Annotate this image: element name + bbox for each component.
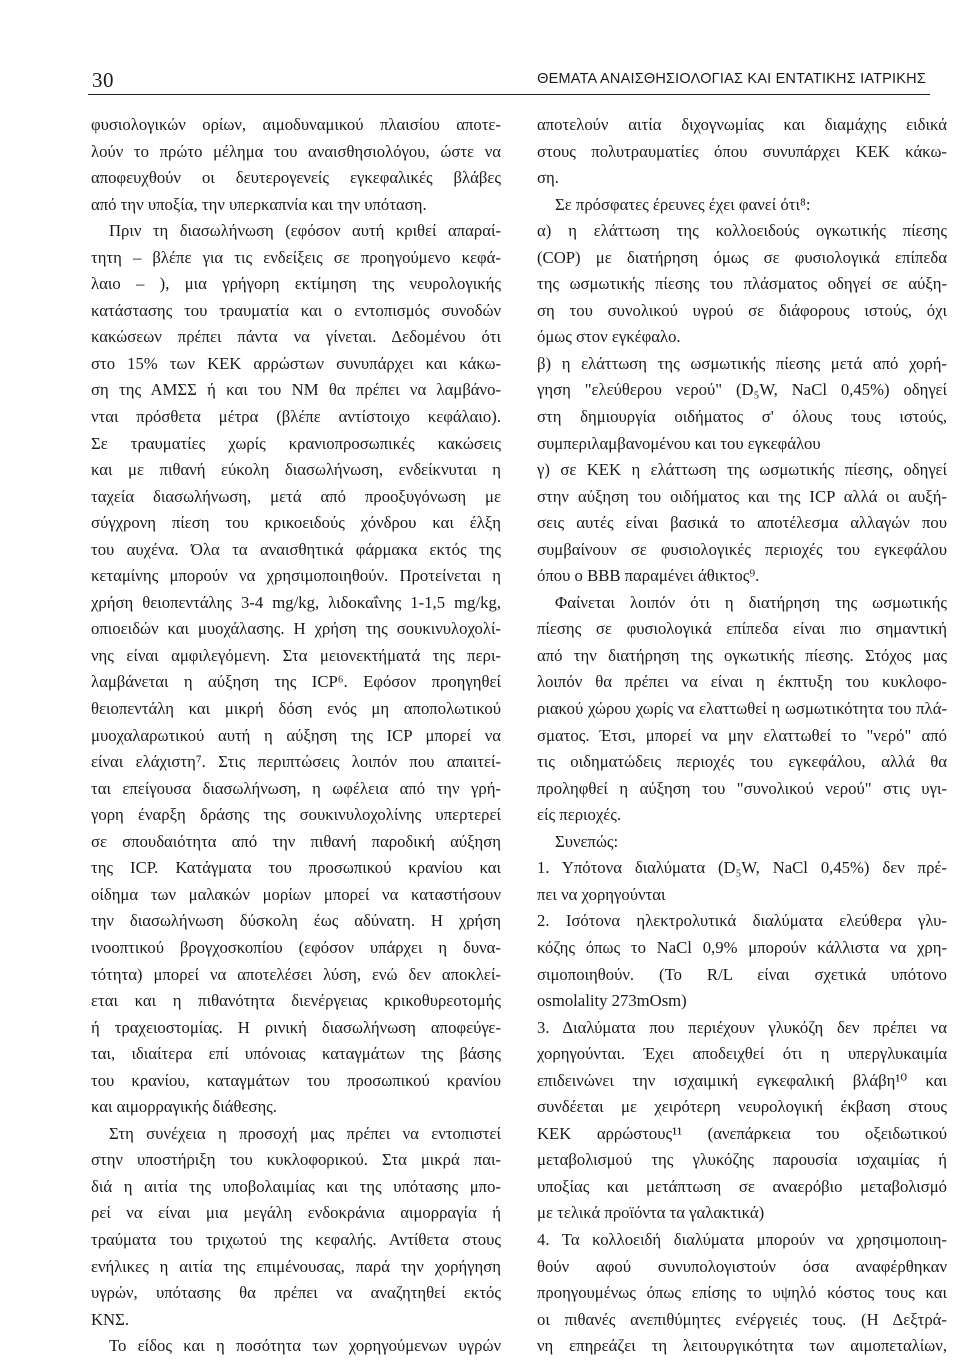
text-line: λούν το πρώτο μέλημα του αναισθησιολόγου, ώστε να xyxy=(91,141,501,161)
text-line: ενήλικες η αιτία της επιμένουσας, παρά την χορήγηση xyxy=(91,1256,501,1276)
text-line: ρεί να είναι μια μεγάλη ενδοκράνια αιμορραγία ή xyxy=(91,1203,501,1223)
text-line: ται, ιδιαίτερα επί υπόνοιας καταγμάτων της βάσης xyxy=(91,1044,501,1064)
text-line: όπου ο BBB παραμένει άθικτος⁹. xyxy=(537,566,760,586)
text-line: κατάστασης του τραυματία και ο εντοπισμός συνοδών xyxy=(91,300,501,320)
text-line: τητη – βλέπε για τις ενδείξεις σε προηγούμενο κεφά- xyxy=(91,247,501,267)
text-line: γορη έναρξη δράσης της σουκινυλοχολίνης υπερτερεί xyxy=(91,805,501,825)
text-line: του κρανίου, καταγμάτων του προσωπικού κρανίου xyxy=(91,1070,501,1090)
text-line: της ωσμωτικής πίεσης του πλάσματος οδηγεί σε αύξη- xyxy=(537,274,947,294)
text-line: με τελικά προϊόντα τα γαλακτικά) xyxy=(537,1203,765,1223)
text-line: και αιμορραγικής διάθεσης. xyxy=(91,1097,277,1117)
text-line: 3. Διαλύματα που περιέχουν γλυκόζη δεν πρέπει να xyxy=(537,1017,947,1037)
text-line: χορηγούνται. Έχει αποδειχθεί ότι η υπεργλυκαιμία xyxy=(537,1044,947,1064)
text-line: στην αύξηση του οιδήματος και της ICP αλλά οι αυξή- xyxy=(537,486,947,506)
text-line: ταχεία διασωλήνωση, μετά από προοξυγόνωση με xyxy=(91,486,501,506)
text-line: εται και η πιθανότητα διενέργειας κρικοθυρεοτομής xyxy=(91,991,501,1011)
text-line: λαιο – ), μια γρήγορη εκτίμηση της νευρολογικής xyxy=(91,274,501,294)
text-line: είς περιοχές. xyxy=(537,805,622,825)
text-line: συμβαίνουν σε φυσιολογικές περιοχές του εγκεφάλου xyxy=(537,539,947,559)
text-line: οπιοειδών και μυοχάλασης. Η χρήση της σουκινυλοχολί- xyxy=(91,619,501,639)
text-line: μυοχαλαρωτικού αυτή η αύξηση της ICP μπορεί να xyxy=(91,725,501,745)
text-line: (COP) με διατήρηση όμως σε φυσιολογικά επίπεδα xyxy=(537,247,947,267)
text-line: γ) σε ΚΕΚ η ελάττωση της ωσμωτικής πίεσης, οδηγεί xyxy=(537,460,947,480)
header-rule xyxy=(88,94,930,95)
text-line: πίεσης σε φυσιολογικά επίπεδα είναι πιο σημαντική xyxy=(537,619,947,639)
text-line: Φαίνεται λοιπόν ότι η διατήρηση της ωσμωτικής xyxy=(555,592,947,612)
text-line: ριακού χώρου χωρίς να ελαττωθεί η ωσμωτικότητα του πλά- xyxy=(537,699,947,719)
text-line: 1. Υπότονα διαλύματα (D₅W, NaCl 0,45%) δεν πρέ- xyxy=(537,858,947,878)
text-line: στο 15% των ΚΕΚ αρρώστων συνυπάρχει και κάκω- xyxy=(91,353,501,373)
text-line: ΚΝΣ. xyxy=(91,1309,129,1329)
text-line: στην υποστήριξη του κυκλοφορικού. Στα μικρά παι- xyxy=(91,1150,501,1170)
text-line: ΚΕΚ αρρώστους¹¹ (ανεπάρκεια του οξειδωτικού xyxy=(537,1123,947,1143)
text-line: Το είδος και η ποσότητα των χορηγούμενων υγρών xyxy=(109,1336,501,1356)
text-line: υγρών, υπότασης θα πρέπει να αναζητηθεί εκτός xyxy=(91,1283,501,1303)
text-line: Συνεπώς: xyxy=(555,831,619,851)
text-line: α) η ελάττωση της κολλοειδούς ογκωτικής πίεσης xyxy=(537,221,947,241)
text-line: νη επηρεάζει τη λειτουργικότητα των αιμοπεταλίων, xyxy=(537,1336,947,1356)
text-line: τότητα) μπορεί να αποτελέσει λύση, ενώ δεν αποκλεί- xyxy=(91,964,501,984)
text-line: την διασωλήνωση δύσκολη έως αδύνατη. Η χρήση xyxy=(91,911,501,931)
text-line: του αυχένα. Όλα τα αναισθητικά φάρμακα εκτός της xyxy=(91,539,501,559)
text-line: ινοοπτικού βρογχοσκοπίου (εφόσον υπάρχει η δυνα- xyxy=(91,937,501,957)
text-line: Στη συνέχεια η προσοχή μας πρέπει να εντοπιστεί xyxy=(109,1123,501,1143)
text-line: θειοπεντάλη και μικρή δόση ενός μη αποπολωτικού xyxy=(91,699,501,719)
text-line: όμως στον εγκέφαλο. xyxy=(537,327,681,347)
text-line: 4. Τα κολλοειδή διαλύματα μπορούν να χρησιμοποιη- xyxy=(537,1229,947,1249)
page-number: 30 xyxy=(92,68,114,92)
text-line: διά η αιτία της υποβολαιμίας και της υπότασης μπο- xyxy=(91,1176,501,1196)
running-title: ΘΕΜΑΤΑ ΑΝΑΙΣΘΗΣΙΟΛΟΓΙΑΣ ΚΑΙ ΕΝΤΑΤΙΚΗΣ ΙΑΤΡΙΚΗΣ xyxy=(537,71,926,87)
text-line: σιμοποιηθούν. (Το R/L είναι σχετικά υπότονο xyxy=(537,964,947,984)
text-line: κόζης όπως το NaCl 0,9% μπορούν κάλλιστα να χρη- xyxy=(537,937,947,957)
left-text-column xyxy=(91,112,501,1360)
text-line: ση. xyxy=(537,168,559,188)
text-line: 2. Ισότονα ηλεκτρολυτικά διαλύματα ελεύθερα γλυ- xyxy=(537,911,947,931)
text-line: λαμβάνεται η αύξηση της ICP⁶. Εφόσον προηγηθεί xyxy=(91,672,501,692)
text-line: σεις αυτές είναι βασικά το αποτέλεσμα αλλαγών που xyxy=(537,513,947,533)
text-line: από την υποξία, την υπερκαπνία και την υπόταση. xyxy=(91,194,427,214)
text-line: είναι ελάχιστη⁷. Στις περιπτώσεις λοιπόν που απαιτεί- xyxy=(91,752,501,772)
text-line: επιδεινώνει την ισχαιμική εγκεφαλική βλάβη¹⁰ και xyxy=(537,1070,947,1090)
text-line: και με πιθανή εύκολη διασωλήνωση, ενδείκνυται η xyxy=(91,460,501,480)
text-line: προληφθεί η αύξηση του "συνολικού νερού" στις υγι- xyxy=(537,778,947,798)
text-line: λοιπόν θα πρέπει να είναι η έκπτυξη του κυκλοφο- xyxy=(537,672,947,692)
text-line: ται επείγουσα διασωλήνωση, η ωφέλεια από την γρή- xyxy=(91,778,501,798)
text-line: θούν αφού συνυπολογιστούν όσα αναφέρθηκαν xyxy=(537,1256,947,1276)
text-line: β) η ελάττωση της ωσμωτικής πίεσης μετά από χορή- xyxy=(537,353,947,373)
right-text-column xyxy=(537,112,947,1360)
text-line: Σε πρόσφατες έρευνες έχει φανεί ότι⁸: xyxy=(555,194,811,214)
text-line: της ICP. Κατάγματα του προσωπικού κρανίου και xyxy=(91,858,501,878)
text-line: πει να χορηγούνται xyxy=(537,884,666,904)
text-line: μεταβολισμού της γλυκόζης παρουσία ισχαιμίας ή xyxy=(537,1150,947,1170)
text-line: τραύματα του τριχωτού της κεφαλής. Αντίθετα στους xyxy=(91,1229,501,1249)
text-line: στη δημιουργία οιδήματος σ' όλους τους ιστούς, xyxy=(537,407,947,427)
text-line: αποτελούν αιτία διχογνωμίας και διαμάχης ειδικά xyxy=(537,115,947,134)
text-line: χρήση θειοπεντάλης 3-4 mg/kg, λιδοκαΐνης 1-1,5 mg/kg, xyxy=(91,592,501,612)
text-line: αποφευχθούν οι δευτερογενείς εγκεφαλικές βλάβες xyxy=(91,168,501,188)
text-line: osmolality 273mOsm) xyxy=(537,991,687,1011)
text-line: οίδημα των μαλακών μορίων μπορεί να καταστήσουν xyxy=(91,884,501,904)
text-line: σματος. Έτσι, μπορεί να μην ελαττωθεί το "νερό" από xyxy=(537,725,947,745)
text-line: σύγχρονη πίεση του κρικοειδούς χόνδρου και έλξη xyxy=(91,513,501,533)
text-line: νης είναι αμφιλεγόμενη. Στα μειονεκτήματά της περι- xyxy=(91,645,501,665)
text-line: από την διατήρηση της ογκωτικής πίεσης. Στόχος μας xyxy=(537,645,947,665)
text-line: νται πρόσθετα μέτρα (βλέπε αντίστοιχο κεφάλαιο). xyxy=(91,407,501,427)
text-line: σε σπουδαιότητα από την πιθανή παροδική αύξηση xyxy=(91,831,501,851)
text-line: γηση "ελεύθερου νερού" (D₅W, NaCl 0,45%) οδηγεί xyxy=(537,380,947,400)
text-line: ή τραχειοστομίας. Η ρινική διασωλήνωση αποφεύγε- xyxy=(91,1017,501,1037)
text-line: κακώσεων πρέπει πάντα να γίνεται. Δεδομένου ότι xyxy=(91,327,501,347)
text-line: τις οιδηματώδεις περιοχές του εγκεφάλου, αλλά θα xyxy=(537,752,947,772)
text-line: Σε τραυματίες χωρίς κρανιοπροσωπικές κακώσεις xyxy=(91,433,501,453)
text-line: συμπεριλαμβανομένου και του εγκεφάλου xyxy=(537,433,821,453)
text-line: κεταμίνης μπορούν να χρησιμοποιηθούν. Προτείνεται η xyxy=(91,566,501,586)
text-line: συνδέεται με χειρότερη νευρολογική έκβαση στους xyxy=(537,1097,947,1117)
text-line: οι πιθανές ανεπιθύμητες ενέργειές τους. (Η Δεξτρά- xyxy=(537,1309,947,1329)
text-line: φυσιολογικών ορίων, αιμοδυναμικού πλαισίου αποτε- xyxy=(91,115,501,134)
text-line: υποξίας και μετάπτωση σε αναερόβιο μεταβολισμό xyxy=(537,1176,947,1196)
text-line: ση του συνολικού υγρού σε διάφορους ιστούς, όχι xyxy=(537,300,947,320)
text-line: Πριν τη διασωλήνωση (εφόσον αυτή κριθεί απαραί- xyxy=(109,221,501,241)
text-line: στους πολυτραυματίες όπου συνυπάρχει ΚΕΚ κάκω- xyxy=(537,141,947,161)
text-line: ση της ΑΜΣΣ ή και του ΝΜ θα πρέπει να λαμβάνο- xyxy=(91,380,501,400)
text-line: προηγουμένως όπως επίσης το υψηλό κόστος τους και xyxy=(537,1283,947,1303)
